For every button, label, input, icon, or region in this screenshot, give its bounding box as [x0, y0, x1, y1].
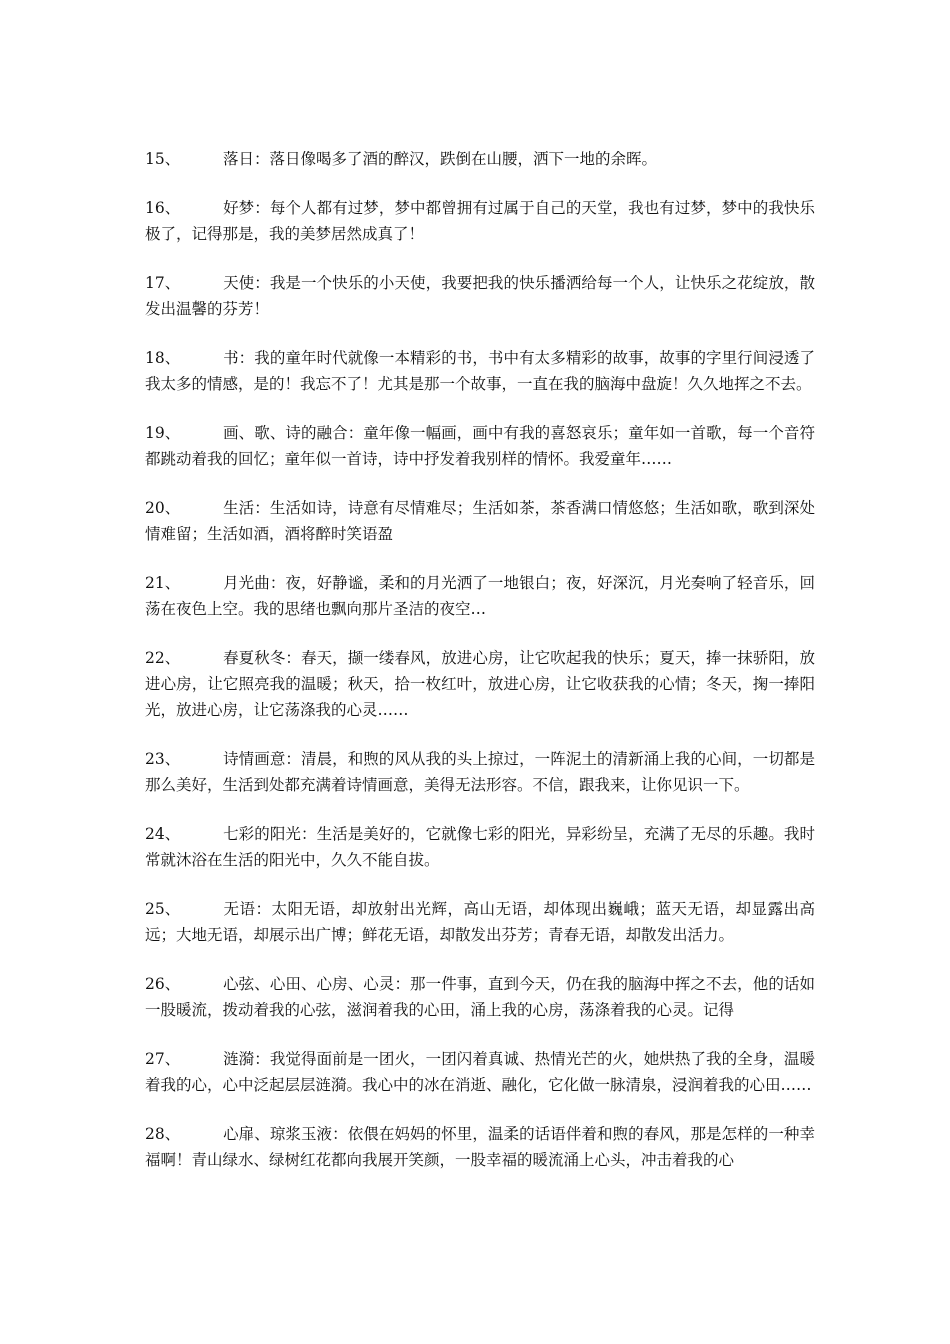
entry-27 — [145, 1046, 815, 1098]
entry-term: 月光曲 — [223, 574, 270, 592]
document-page — [145, 146, 815, 1196]
entry-term: 好梦 — [223, 199, 255, 217]
entry-19 — [145, 420, 815, 472]
entry-number: 27、 — [145, 1050, 181, 1068]
entry-text: ：春天，撷一缕春风，放进心房，让它吹起我的快乐；夏天，捧一抹骄阳，放进心房，让它照亮我的温暖；秋天，拾一枚红叶，放进心房，让它收获我的心情；冬天，掬一捧阳光，放进心房，让它荡涤我的心灵…… — [145, 649, 815, 719]
entry-text: ：落日像喝多了酒的醉汉，跌倒在山腰，洒下一地的余晖。 — [254, 150, 658, 168]
entry-number: 18、 — [145, 349, 181, 367]
entry-term: 书 — [223, 349, 239, 367]
entry-18 — [145, 345, 815, 397]
entry-28 — [145, 1121, 815, 1173]
entry-number: 19、 — [145, 424, 181, 442]
entry-term: 无语 — [223, 900, 256, 918]
entry-text: ：我的童年时代就像一本精彩的书，书中有太多精彩的故事，故事的字里行间浸透了我太多的情感，是的！我忘不了！尤其是那一个故事，一直在我的脑海中盘旋！久久地挥之不去。 — [145, 349, 815, 393]
entry-number: 28、 — [145, 1125, 181, 1143]
entry-term: 涟漪 — [223, 1050, 255, 1068]
entry-term: 七彩的阳光 — [223, 825, 301, 843]
entry-number: 21、 — [145, 574, 181, 592]
entry-term: 画、歌、诗的融合 — [223, 424, 348, 442]
entry-25 — [145, 896, 815, 948]
entry-number: 22、 — [145, 649, 181, 667]
entry-term: 落日 — [223, 150, 255, 168]
entry-number: 17、 — [145, 274, 181, 292]
entry-number: 20、 — [145, 499, 181, 517]
entry-24 — [145, 821, 815, 873]
entry-text: ：我觉得面前是一团火，一团闪着真诚、热情光芒的火，她烘热了我的全身，温暖着我的心，心中泛起层层涟漪。我心中的冰在消逝、融化，它化做一脉清泉，浸润着我的心田…… — [145, 1050, 815, 1094]
entry-text: ：生活是美好的，它就像七彩的阳光，异彩纷呈，充满了无尽的乐趣。我时常就沐浴在生活的阳光中，久久不能自拔。 — [145, 825, 815, 869]
entry-text: ：清晨，和煦的风从我的头上掠过，一阵泥土的清新涌上我的心间，一切都是那么美好，生活到处都充满着诗情画意，美得无法形容。不信，跟我来，让你见识一下。 — [145, 750, 815, 794]
entry-number: 26、 — [145, 975, 181, 993]
entry-text: ：夜，好静谧，柔和的月光洒了一地银白；夜，好深沉，月光奏响了轻音乐，回荡在夜色上空。我的思绪也飘向那片圣洁的夜空… — [145, 574, 815, 618]
entry-number: 24、 — [145, 825, 181, 843]
entry-term: 春夏秋冬 — [223, 649, 286, 667]
entry-text: ：太阳无语，却放射出光辉，高山无语，却体现出巍峨；蓝天无语，却显露出高远；大地无语，却展示出广博；鲜花无语，却散发出芬芳；青春无语，却散发出活力。 — [145, 900, 815, 944]
entry-term: 天使 — [223, 274, 255, 292]
entry-term: 心弦、心田、心房、心灵 — [223, 975, 395, 993]
entry-21 — [145, 570, 815, 622]
entry-number: 25、 — [145, 900, 181, 918]
entry-15 — [145, 146, 815, 172]
entry-term: 诗情画意 — [223, 750, 286, 768]
entry-number: 16、 — [145, 199, 181, 217]
entry-number: 23、 — [145, 750, 181, 768]
entry-text: ：那一件事，直到今天，仍在我的脑海中挥之不去，他的话如一股暖流，拨动着我的心弦，滋润着我的心田，涌上我的心房，荡涤着我的心灵。记得 — [145, 975, 815, 1019]
entry-22 — [145, 645, 815, 723]
entry-term: 心扉、琼浆玉液 — [223, 1125, 333, 1143]
entry-16 — [145, 195, 815, 247]
entry-text: ：童年像一幅画，画中有我的喜怒哀乐；童年如一首歌，每一个音符都跳动着我的回忆；童年似一首诗，诗中抒发着我别样的情怀。我爱童年…… — [145, 424, 815, 468]
entry-23 — [145, 746, 815, 798]
entry-26 — [145, 971, 815, 1023]
entry-text: ：我是一个快乐的小天使，我要把我的快乐播洒给每一个人，让快乐之花绽放，散发出温馨的芬芳！ — [145, 274, 815, 318]
entry-text: ：每个人都有过梦，梦中都曾拥有过属于自己的天堂，我也有过梦，梦中的我快乐极了，记得那是，我的美梦居然成真了！ — [145, 199, 815, 243]
entry-20 — [145, 495, 815, 547]
entry-text: ：依偎在妈妈的怀里，温柔的话语伴着和煦的春风，那是怎样的一种幸福啊！青山绿水、绿树红花都向我展开笑颜，一股幸福的暖流涌上心头，冲击着我的心 — [145, 1125, 815, 1169]
entry-17 — [145, 270, 815, 322]
entry-number: 15、 — [145, 150, 181, 168]
entry-term: 生活 — [223, 499, 255, 517]
entry-text: ：生活如诗，诗意有尽情难尽；生活如茶，茶香满口情悠悠；生活如歌，歌到深处情难留；生活如酒，酒将醉时笑语盈 — [145, 499, 815, 543]
